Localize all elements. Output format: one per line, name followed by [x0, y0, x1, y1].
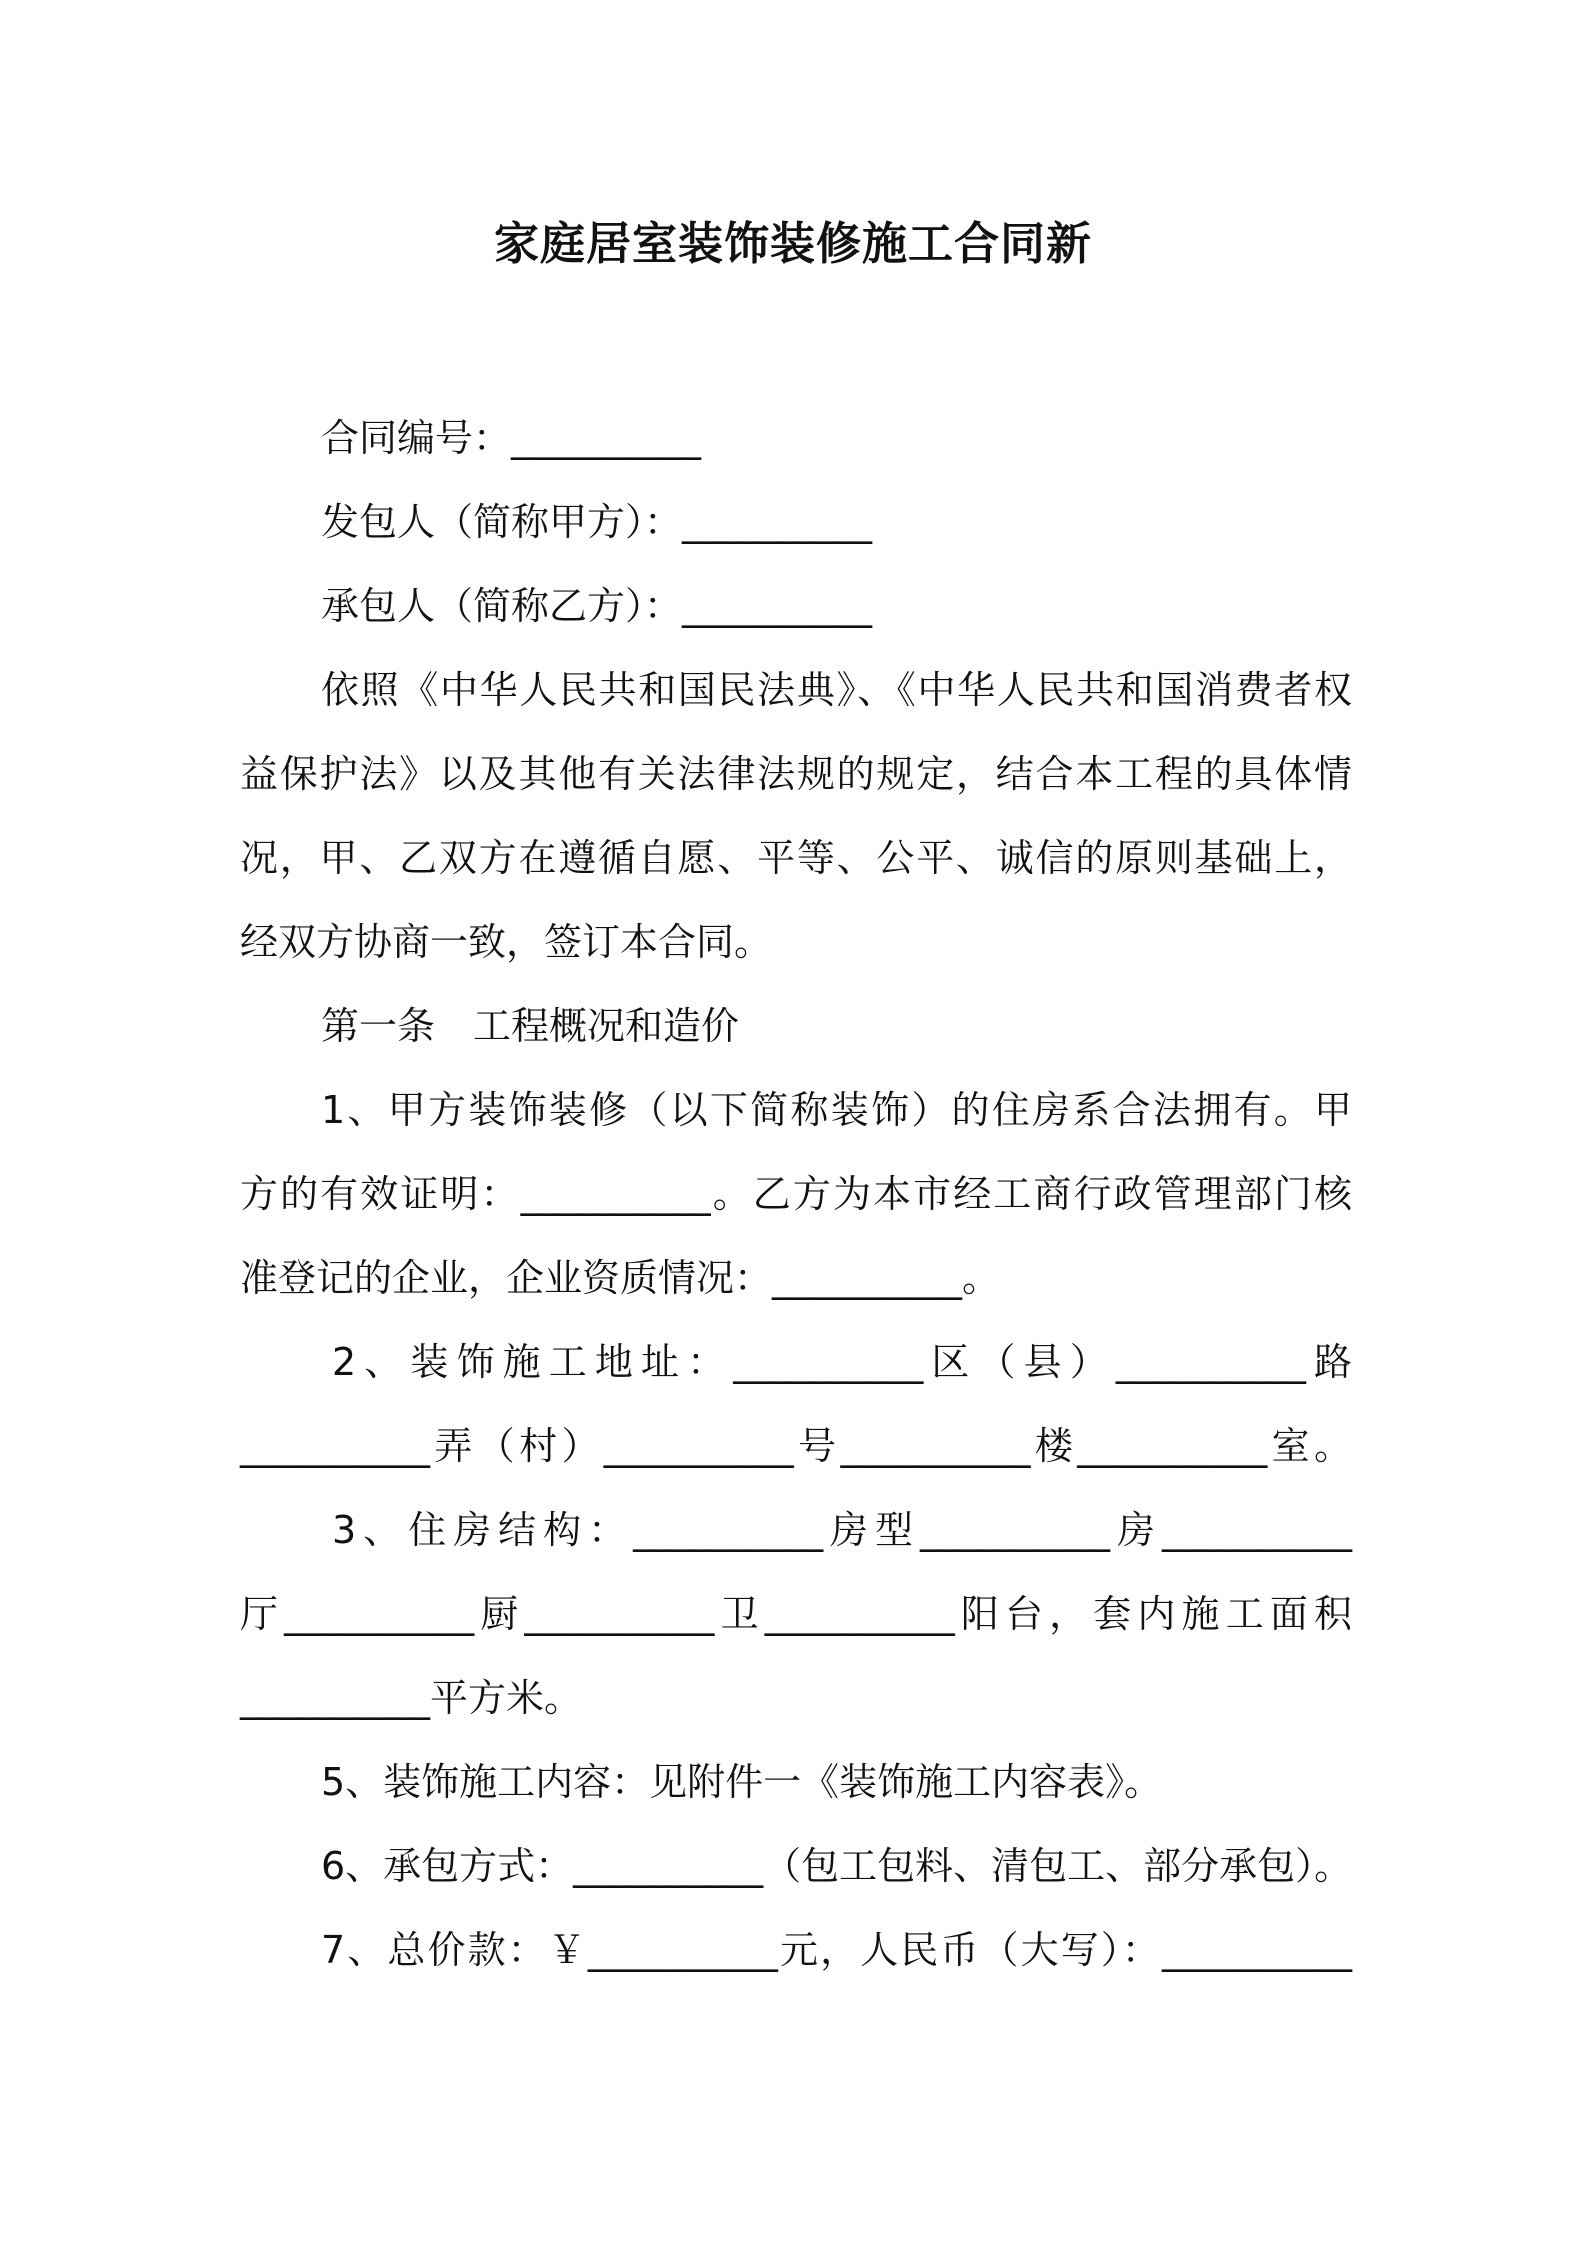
preamble-line-3: 况，甲、乙双方在遵循自愿、平等、公平、诚信的原则基础上，	[240, 836, 1352, 880]
preamble-line-1: 依照《中华人民共和国民法典》、《中华人民共和国消费者权	[321, 668, 1352, 712]
preamble-line-4: 经双方协商一致，签订本合同。	[240, 920, 773, 964]
clause-3-line-3: __________平方米。	[240, 1676, 583, 1720]
preamble-line-2: 益保护法》以及其他有关法律法规的规定，结合本工程的具体情	[240, 752, 1352, 796]
party-b-line: 承包人（简称乙方）：__________	[321, 584, 873, 628]
article-one-heading: 第一条 工程概况和造价	[321, 1004, 740, 1048]
clause-1-line-2: 方的有效证明：__________。乙方为本市经工商行政管理部门核	[240, 1172, 1352, 1216]
clause-2-line-2: __________弄（村）__________号__________楼__________室。	[240, 1424, 1352, 1468]
clause-3-line-1: 3、住房结构：__________房型__________房__________	[332, 1508, 1352, 1552]
clause-1-line-1: 1、甲方装饰装修（以下简称装饰）的住房系合法拥有。甲	[321, 1088, 1352, 1132]
clause-3-line-2: 厅__________厨__________卫__________阳台，套内施工面积	[240, 1592, 1352, 1636]
party-a-line: 发包人（简称甲方）：__________	[321, 500, 873, 544]
contract-number-line: 合同编号：__________	[321, 416, 702, 460]
clause-2-line-1: 2、装饰施工地址：__________区（县）__________路	[332, 1340, 1352, 1384]
clause-1-line-3: 准登记的企业，企业资质情况：__________。	[240, 1256, 1001, 1300]
clause-7-line: 7、总价款：￥__________元，人民币（大写）：__________	[321, 1928, 1352, 1972]
document-title: 家庭居室装饰装修施工合同新	[493, 217, 1092, 270]
clause-6-line: 6、承包方式：__________（包工包料、清包工、部分承包）。	[321, 1844, 1353, 1888]
clause-5-line: 5、装饰施工内容：见附件一《装饰施工内容表》。	[321, 1760, 1163, 1804]
